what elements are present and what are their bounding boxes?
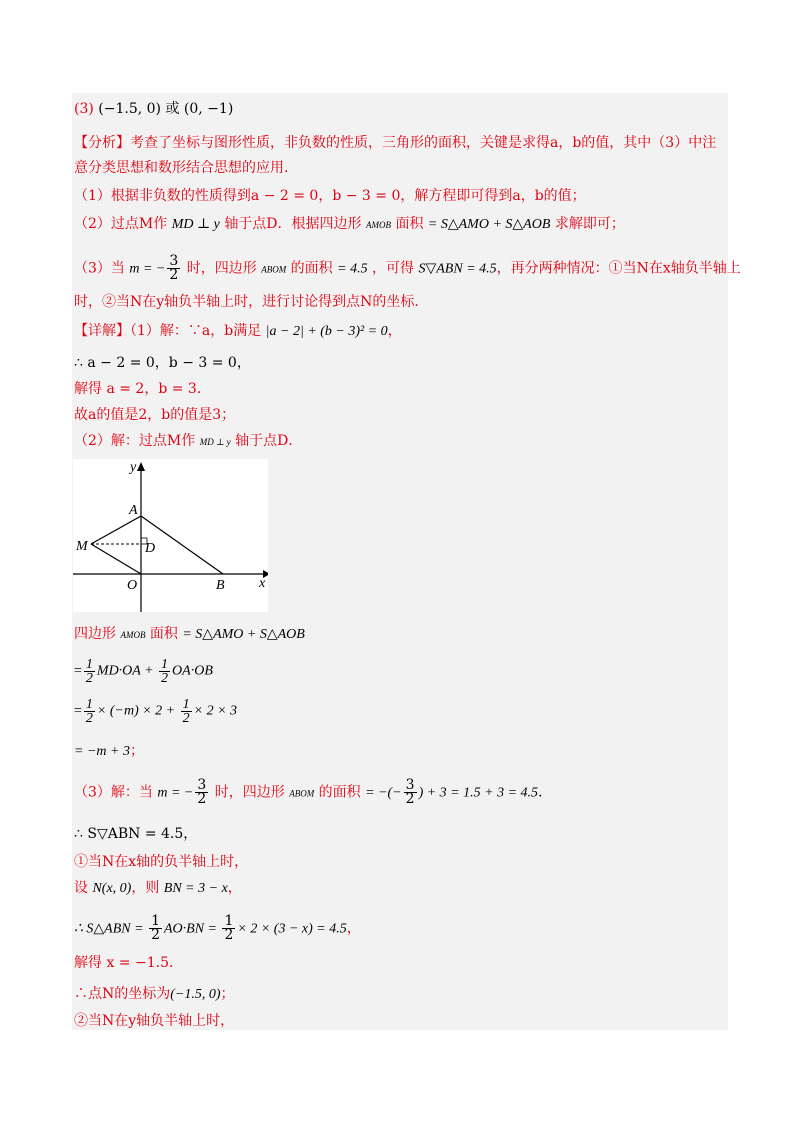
half-fraction: [149, 915, 162, 942]
f5-s: ∴ S△ABN =: [74, 921, 148, 937]
p2-text-a: （2）过点M作: [74, 216, 168, 232]
p3-text-i: ，再分两种情况：①当N在x轴负半轴上: [496, 260, 741, 277]
figure-svg: [73, 459, 268, 612]
label-y: y: [130, 460, 137, 475]
p2-text-c: 轴于点D．根据四边形: [224, 216, 362, 232]
y-axis-arrow: [137, 462, 145, 471]
label-x: x: [259, 576, 266, 591]
analysis-text: 考查了坐标与图形性质，非负数的性质，三角形的面积，关键是求得a，b的值，其中（3）中注: [130, 135, 717, 151]
coordinate-figure: [73, 459, 268, 612]
f4-text-a: 设: [74, 880, 88, 896]
e1-quad-name: AMOB: [120, 630, 146, 640]
d1-equation: |a − 2| + (b − 3)² = 0: [265, 324, 388, 339]
eq-sign: =: [74, 703, 82, 719]
d1-comma: ，: [387, 323, 402, 339]
frac-den: 2: [85, 711, 93, 726]
half-fraction: [181, 698, 192, 725]
p2-area-formula: = S△AMO + S△AOB: [427, 217, 551, 232]
e3-term: × (−m) × 2 +: [96, 703, 179, 719]
part3-line-7: [74, 985, 235, 1004]
p3-area-value: = 4.5: [337, 261, 368, 277]
analysis-point-1: （1）根据非负数的性质得到a − 2 = 0，b − 3 = 0，解方程即可得到a，b的值；: [74, 188, 586, 204]
area-line-3: [74, 698, 237, 725]
d5-text-c: 轴于点D．: [235, 433, 303, 449]
f1-fraction: [195, 779, 208, 806]
analysis-tag: 【分析】: [74, 135, 130, 151]
segment-mo: [91, 544, 141, 574]
p3-text-c: 时，四边形: [186, 260, 257, 277]
f4-text-c: ，则: [131, 880, 160, 896]
e2-term: MD·OA +: [96, 663, 158, 679]
f4-comma: ，: [227, 880, 242, 896]
analysis-point-3-cont: 时，②当N在y轴负半轴上时，进行讨论得到点N的坐标.: [74, 294, 419, 310]
p2-text-e: 面积: [395, 216, 424, 232]
segment-am: [91, 516, 141, 544]
f5-comma: ，: [346, 920, 361, 937]
analysis-line-2: 意分类思想和数形结合思想的应用.: [74, 160, 289, 176]
part3-line-2: ∴ S▽ABN = 4.5，: [74, 826, 198, 842]
p3-text-a: （3）当: [74, 260, 125, 277]
analysis-point-3: [74, 255, 741, 282]
eq-sign: =: [74, 663, 82, 679]
frac-num: 3: [197, 777, 207, 793]
frac-num: 1: [224, 913, 234, 929]
part3-line-4: [74, 879, 242, 898]
f4-point-n: N(x, 0): [92, 881, 132, 896]
part3-answer: (−1.5, 0) 或 (0, −1): [98, 101, 234, 117]
label-b: B: [216, 578, 225, 593]
p3-text-g: ，可得: [372, 260, 415, 277]
frac-den: 2: [224, 927, 234, 943]
frac-num: 3: [405, 777, 415, 793]
label-a: A: [129, 503, 138, 518]
area-line-2: [74, 658, 213, 685]
half-fraction: [159, 658, 170, 685]
f1-expr-b: ) + 3 = 1.5 + 3 = 4.5: [418, 785, 539, 801]
analysis-point-2: [74, 215, 625, 234]
label-m: M: [76, 539, 88, 554]
e1-text-c: 面积: [149, 626, 178, 642]
answer-part3: [74, 100, 233, 118]
area-line-4: [74, 742, 144, 761]
frac-num: 1: [161, 657, 169, 672]
detail-tag: 【详解】: [74, 323, 130, 339]
f1-fraction-2: [404, 779, 417, 806]
p3-quad-name: ABOM: [261, 264, 287, 275]
f4-bn: BN = 3 − x: [163, 881, 228, 896]
label-o: O: [127, 578, 138, 593]
p2-text-g: 求解即可；: [554, 216, 625, 232]
frac-den: 2: [85, 671, 93, 686]
label-d: D: [145, 541, 156, 556]
p2-math-md: MD ⊥ y: [171, 217, 220, 232]
f7-text: ∴点N的坐标为: [74, 986, 171, 1002]
f1-quad-name: ABOM: [289, 788, 315, 799]
e3-term-b: × 2 × 3: [193, 703, 238, 719]
d5-text-a: （2）解：过点M作: [74, 433, 196, 449]
frac-den: 2: [161, 671, 169, 686]
d5-math: MD ⊥ y: [199, 437, 231, 447]
e1-text: 四边形: [74, 626, 116, 642]
half-fraction: [222, 915, 235, 942]
f7-point: (−1.5, 0): [170, 987, 221, 1002]
analysis-line-1: [74, 134, 716, 152]
frac-den: 2: [151, 927, 160, 943]
f1-text-c: 时，四边形: [214, 784, 285, 801]
frac-num: 1: [182, 697, 190, 712]
f1-expr-a: = −(−: [365, 785, 402, 801]
e4-result: = −m + 3: [74, 744, 130, 759]
frac-num: 1: [151, 913, 160, 929]
f1-period: .: [538, 784, 543, 801]
e4-semicolon: ；: [129, 743, 144, 759]
frac-num: 1: [85, 697, 93, 712]
part3-line-5: [74, 915, 361, 942]
f5-ao-bn: AO·BN =: [163, 921, 221, 937]
p3-m-eq: m = −: [129, 261, 166, 277]
p3-fraction: [167, 255, 180, 282]
part3-line-6: 解得 x = −1.5．: [74, 955, 183, 971]
e2-term-b: OA·OB: [172, 663, 213, 679]
frac-den: 2: [169, 267, 179, 283]
area-line-1: [74, 625, 305, 644]
half-fraction: [84, 698, 95, 725]
p2-quad-name: AMOB: [366, 220, 391, 230]
half-fraction: [84, 658, 95, 685]
frac-den: 2: [182, 711, 190, 726]
detail-line-5: [74, 432, 302, 451]
f7-semicolon: ；: [220, 986, 235, 1002]
f1-m-eq: m = −: [157, 785, 194, 801]
detail-line-1: [74, 322, 402, 341]
detail-line-2: ∴ a − 2 = 0，b − 3 = 0，: [74, 355, 251, 371]
f5-result: × 2 × (3 − x) = 4.5: [237, 921, 347, 937]
f1-text: （3）解：当: [74, 784, 153, 801]
d1-text: （1）解：∵a，b满足: [130, 323, 262, 339]
p3-text-e: 的面积: [290, 260, 333, 277]
p3-s-abn: S▽ABN = 4.5: [418, 261, 497, 277]
f1-text-e: 的面积: [318, 784, 361, 801]
frac-num: 1: [85, 657, 93, 672]
part3-line-8: ②当N在y轴负半轴上时，: [74, 1013, 235, 1029]
detail-line-3: 解得 a = 2，b = 3．: [74, 381, 211, 397]
part3-line-3: ①当N在x轴的负半轴上时，: [74, 854, 249, 870]
frac-den: 2: [197, 791, 207, 807]
frac-num: 3: [169, 253, 179, 269]
part3-line-1: [74, 779, 542, 806]
detail-line-4: 故a的值是2，b的值是3；: [74, 407, 236, 423]
frac-den: 2: [405, 791, 415, 807]
part3-label: (3): [74, 101, 94, 117]
e1-formula: = S△AMO + S△AOB: [182, 627, 305, 642]
